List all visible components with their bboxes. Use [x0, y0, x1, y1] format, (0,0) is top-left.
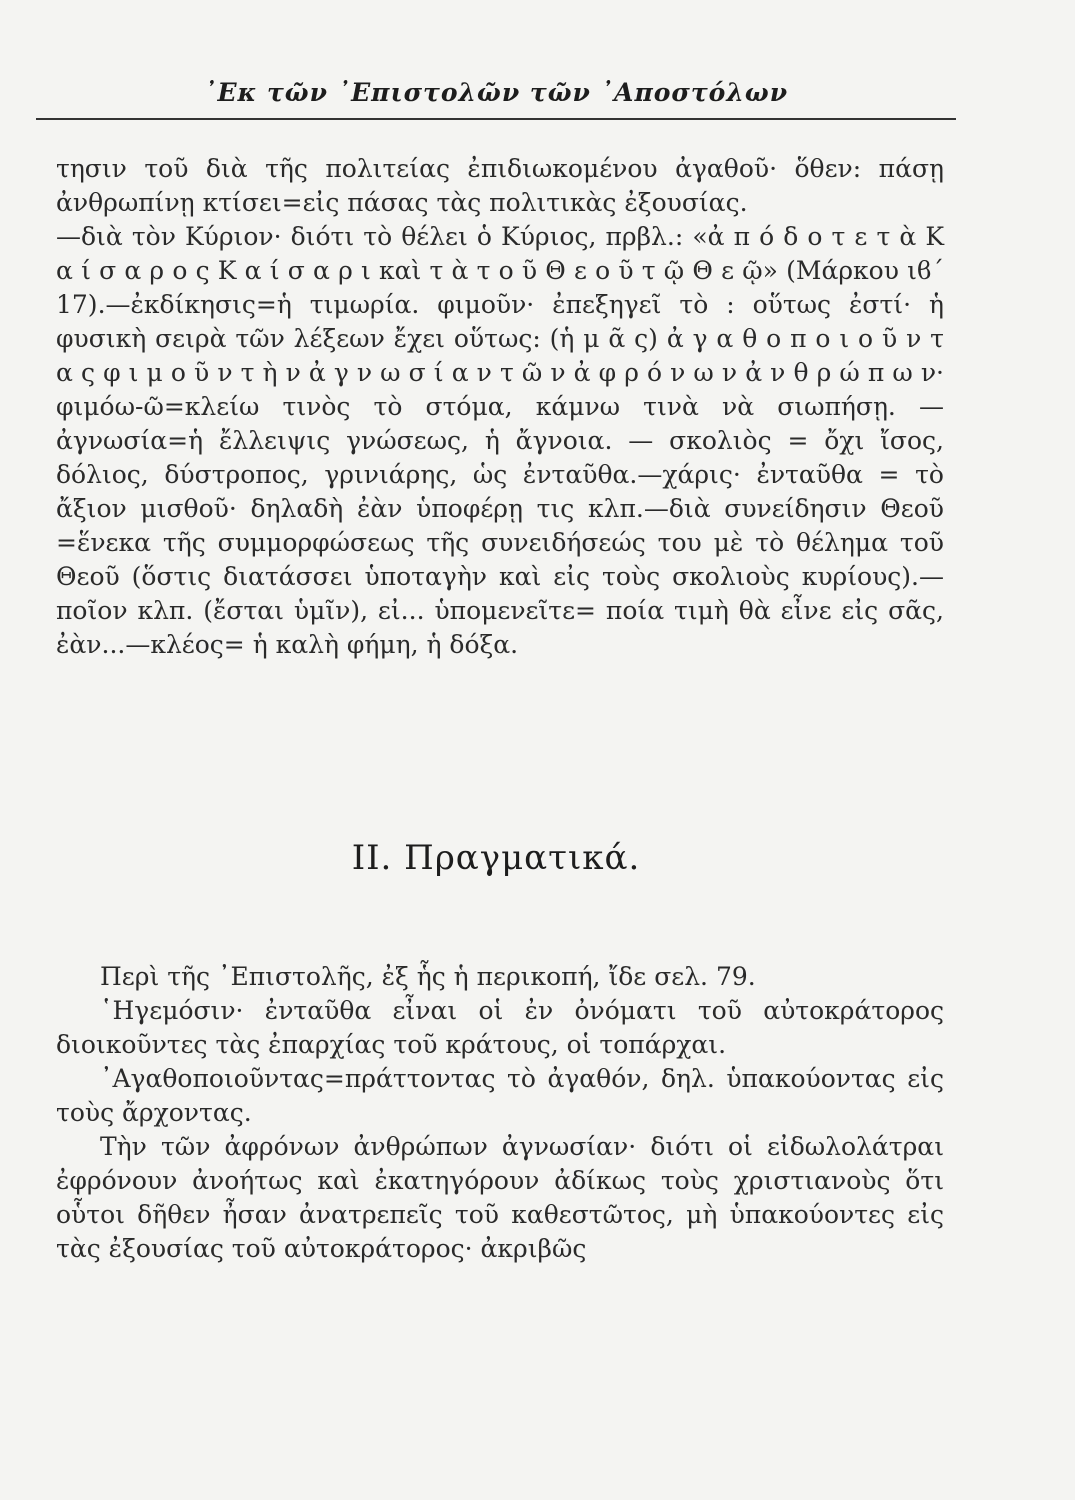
notes-paragraph-2: —διὰ τὸν Κύριον· διότι τὸ θέλει ὁ Κύριος, πρβλ.: «ἀ π ό δ ο τ ε τ ὰ Κ α ί σ α ρ ο ς Κ α ί σ α ρ ι καὶ τ ὰ τ ο ῦ Θ ε ο ῦ τ ῷ Θ ε ῷ» (Μάρκου ιϐ΄ 17).—ἐκδίκησις=ἡ τιμωρία. φιμοῦν· ἐπεξηγεῖ τὸ : οὕτως ἐστί· ἡ φυσικὴ σειρὰ τῶν λέξεων ἔχει οὕτως: (ἡ μ ᾶ ς) ἀ γ α θ ο π ο ι ο ῦ ν τ α ς φ ι μ ο ῦ ν τ ὴ ν ἀ γ ν ω σ ί α ν τ ῶ ν ἀ φ ρ ό ν ω ν ἀ ν θ ρ ώ π ω ν· φιμόω-ῶ=κλείω τινὸς τὸ στόμα, κάμνω τινὰ νὰ σιωπήσῃ. — ἀγνωσία=ἡ ἔλλειψις γνώσεως, ἡ ἄγνοια. — σκολιὸς = ὄχι ἴσος, δόλιος, δύστροπος, γρινιάρης, ὡς ἐνταῦθα.—χάρις· ἐνταῦθα = τὸ ἄξιον μισθοῦ· δηλαδὴ ἐὰν ὑποφέρῃ τις κλπ.—διὰ συνείδησιν Θεοῦ =ἕνεκα τῆς συμμορφώσεως τῆς συνειδήσεώς του μὲ τὸ θέλημα τοῦ Θεοῦ (ὅστις διατάσσει ὑποταγὴν καὶ εἰς τοὺς σκολιοὺς κυρίους).—ποῖον κλπ. (ἔσται ὑμῖν), εἰ... ὑπομενεῖτε= ποία τιμὴ θὰ εἶνε εἰς σᾶς, ἐὰν...—κλέος= ἡ καλὴ φήμη, ἡ δόξα. — [56, 222, 944, 659]
realia-paragraph-1: Περὶ τῆς ᾿Επιστολῆς, ἐξ ἧς ἡ περικοπή, ἴδε σελ. 79. — [100, 962, 756, 991]
realia-block — [56, 960, 944, 1266]
notes-block — [56, 152, 944, 662]
section-heading: II. Πραγματικά. — [351, 838, 641, 878]
notes-paragraph-1: τησιν τοῦ διὰ τῆς πολιτείας ἐπιδιωκομένου ἀγαθοῦ· ὅθεν: πάσῃ ἀνθρωπίνῃ κτίσει=εἰς πάσας τὰς πολιτικὰς ἐξουσίας. — [56, 154, 944, 217]
realia-paragraph-3: ᾿Αγαθοποιοῦντας=πράττοντας τὸ ἀγαθόν, δηλ. ὑπακούοντας εἰς τοὺς ἄρχοντας. — [56, 1064, 944, 1127]
realia-paragraph-4: Τὴν τῶν ἀφρόνων ἀνθρώπων ἀγνωσίαν· διότι οἱ εἰδωλολάτραι ἐφρόνουν ἀνοήτως καὶ ἐκατηγόρουν ἀδίκως τοὺς χριστιανοὺς ὅτι οὗτοι δῆθεν ἦσαν ἀνατρεπεῖς τοῦ καθεστῶτος, μὴ ὑπακούοντες εἰς τὰς ἐξουσίας τοῦ αὐτοκράτορος· ἀκριβῶς — [56, 1132, 944, 1263]
header-rule — [36, 118, 956, 120]
realia-paragraph-2: ῾Ηγεμόσιν· ἐνταῦθα εἶναι οἱ ἐν ὀνόματι τοῦ αὐτοκράτορος διοικοῦντες τὰς ἐπαρχίας τοῦ κράτους, οἱ τοπάρχαι. — [56, 996, 944, 1059]
running-header: ᾿Εκ τῶν ᾿Επιστολῶν τῶν ᾿Αποστόλων — [203, 78, 789, 107]
